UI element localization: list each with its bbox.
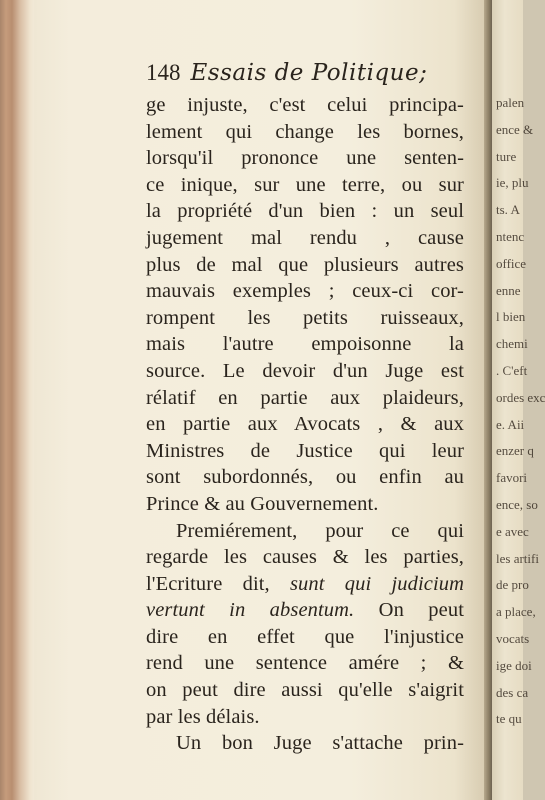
page-header [146, 60, 456, 90]
text-line: en partie aux Avocats , & aux [146, 413, 464, 436]
text-line: par les délais. [146, 705, 260, 728]
facing-page-fragment: ie, plu [496, 175, 529, 191]
facing-page-fragment: ige doi [496, 657, 532, 673]
text-fragment: On peut [378, 599, 464, 622]
running-title: Essais de Politique; [190, 60, 428, 86]
facing-page-fragment: favori [496, 470, 528, 486]
text-line: mais l'autre empoisonne la [146, 333, 464, 356]
book-gutter [484, 0, 492, 800]
facing-page-fragment: des ca [496, 684, 529, 700]
facing-page-fragment: enzer q [496, 443, 534, 459]
text-line-with-italic [146, 597, 464, 624]
facing-page-fragment: ts. A [496, 202, 520, 218]
facing-page-fragment: ence, so [496, 497, 538, 512]
body-text [146, 92, 464, 757]
facing-page-fragment: te qu [496, 711, 522, 727]
facing-page-fragment: e avec [496, 523, 529, 539]
text-line: lorsqu'il prononce une senten- [146, 147, 464, 170]
italic-quote: vertunt in absentum. [146, 599, 355, 622]
facing-page-fragment: vocats [496, 631, 530, 646]
facing-page-fragment: de pro [496, 577, 529, 593]
page-number: 148 [146, 60, 181, 85]
page-edge-left [0, 0, 34, 800]
facing-page-fragment: ence & [496, 121, 534, 137]
facing-page-fragment: ordes exc [496, 389, 545, 405]
text-line: rélatif en partie aux plaideurs, [146, 386, 464, 409]
facing-page-fragment: a place, [496, 604, 536, 620]
facing-page-fragment: les artifi [496, 550, 539, 566]
text-line: ce inique, sur une terre, ou sur [146, 173, 464, 196]
facing-page-fragment: . C'eft [496, 363, 528, 378]
facing-page-fragment: enne [496, 282, 521, 298]
facing-page-fragment: palen [496, 95, 525, 110]
text-fragment: l'Ecriture dit, [146, 572, 270, 595]
facing-page-fragment: ntenc [496, 229, 525, 244]
text-line: rompent les petits ruisseaux, [146, 306, 464, 329]
text-line: Prince & au Gouvernement. [146, 492, 379, 515]
text-line: jugement mal rendu , cause [146, 226, 464, 249]
facing-page-fragment: office [496, 255, 527, 271]
facing-page-edge [492, 0, 545, 800]
text-line: la propriété d'un bien : un seul [146, 200, 464, 223]
text-line: rend une sentence amére ; & [146, 652, 464, 675]
text-line: plus de mal que plusieurs autres [146, 253, 464, 276]
text-line: source. Le devoir d'un Juge est [146, 359, 464, 382]
text-line: sont subordonnés, ou enfin au [146, 466, 464, 489]
text-line: dire en effet que l'injustice [146, 625, 464, 648]
text-line: lement qui change les bornes, [146, 120, 464, 143]
text-line: mauvais exemples ; ceux-ci cor- [146, 280, 464, 303]
italic-quote: sunt qui judicium [289, 572, 464, 595]
text-line: Ministres de Justice qui leur [146, 439, 464, 462]
text-line: Premiérement, pour ce qui [176, 519, 464, 542]
text-line-with-italic [146, 571, 464, 598]
text-line: Un bon Juge s'attache prin- [176, 732, 464, 755]
facing-page-fragment: l bien [496, 309, 526, 325]
facing-page-fragment: ture [496, 148, 517, 164]
facing-page-fragment: e. Aii [496, 416, 525, 432]
facing-page-fragment: chemi [496, 336, 528, 352]
text-line: on peut dire aussi qu'elle s'aigrit [146, 679, 464, 702]
text-line: ge injuste, c'est celui principa- [146, 94, 464, 116]
text-line: regarde les causes & les parties, [146, 546, 464, 569]
